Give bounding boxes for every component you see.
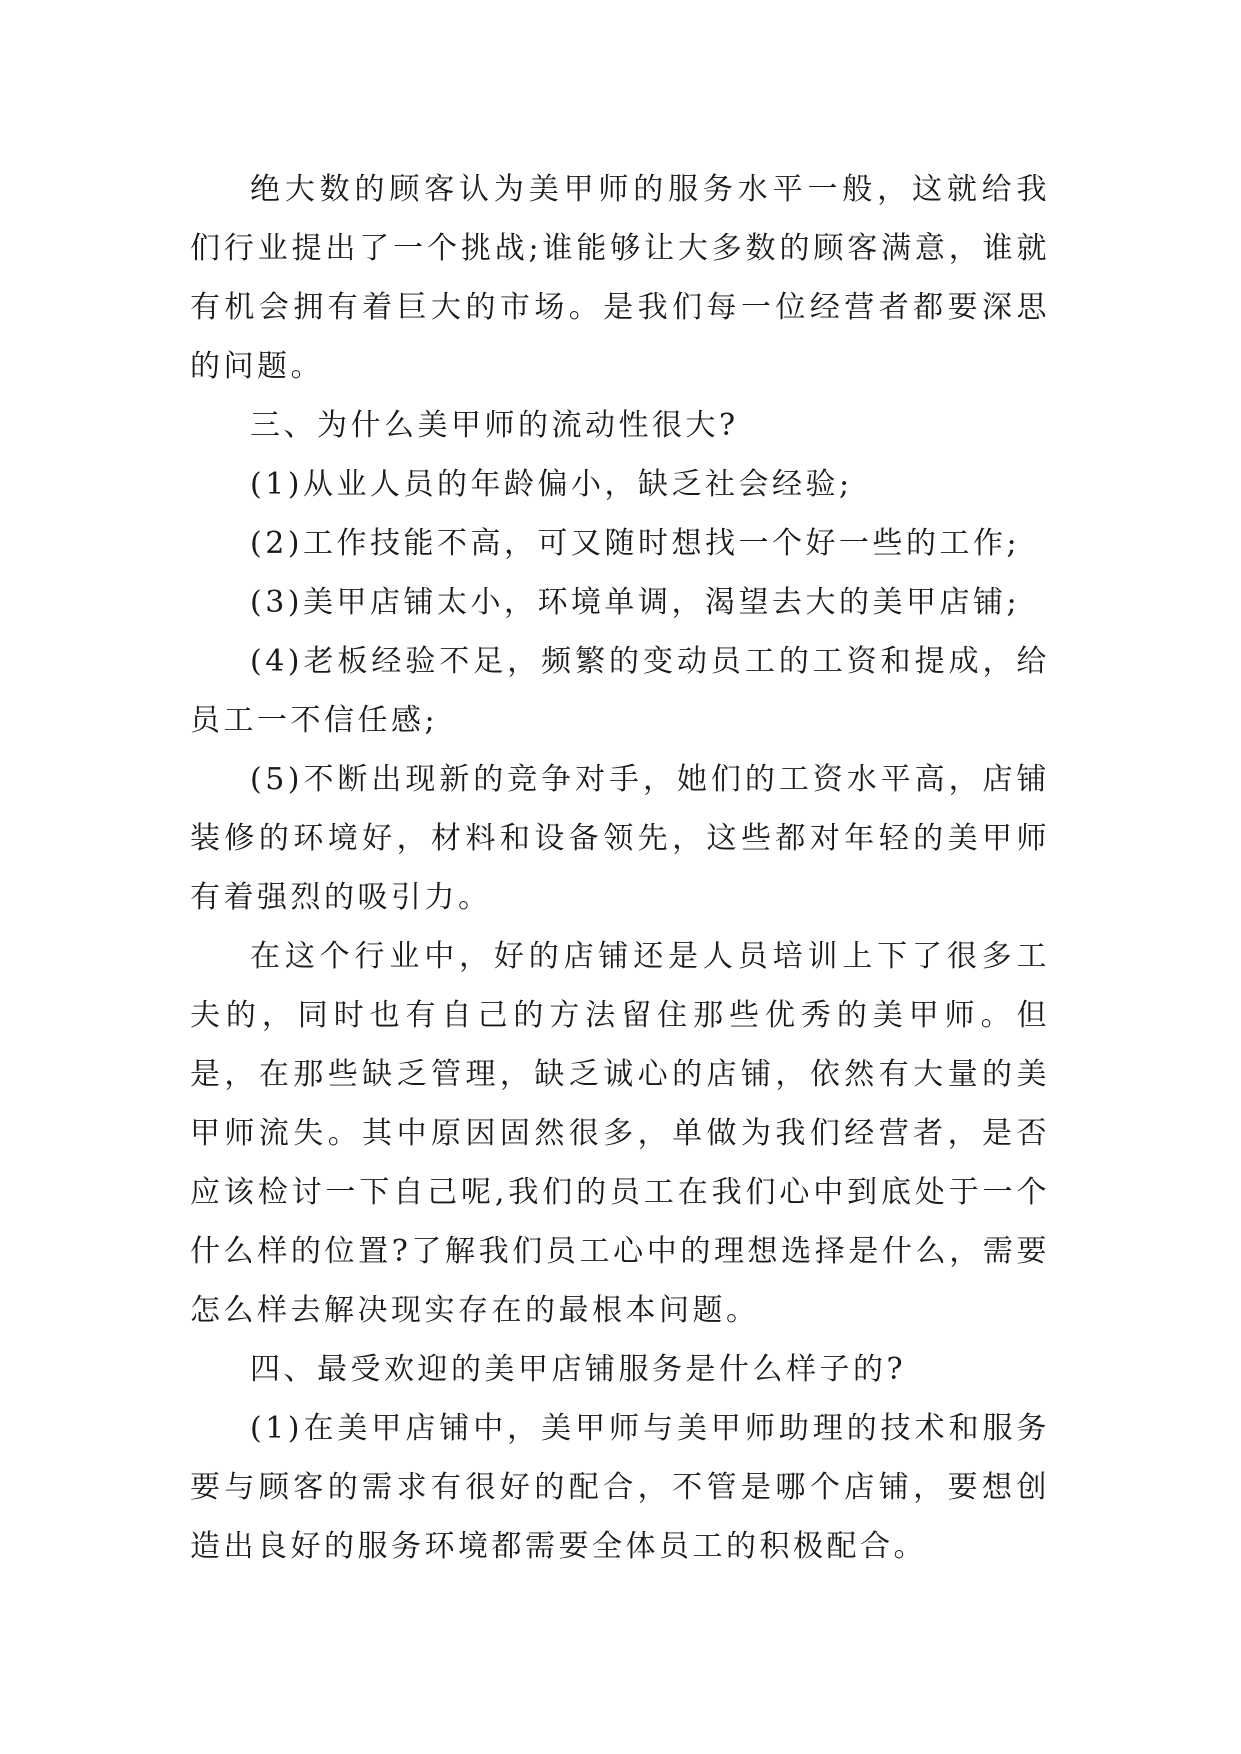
paragraph-customer-satisfaction: 绝大数的顾客认为美甲师的服务水平一般，这就给我们行业提出了一个挑战;谁能够让大多数的顾客满意，谁就有机会拥有着巨大的市场。是我们每一位经营者都要深思的问题。 <box>190 172 1050 384</box>
list-item-4: (4)老板经验不足，频繁的变动员工的工资和提成，给员工一不信任感; <box>190 644 1050 738</box>
list-item-2: (2)工作技能不高，可又随时想找一个好一些的工作; <box>250 526 1021 561</box>
list-item-1: (1)从业人员的年龄偏小，缺乏社会经验; <box>250 467 853 502</box>
list-item-cooperation: (1)在美甲店铺中，美甲师与美甲师助理的技术和服务要与顾客的需求有很好的配合，不管是哪个店铺，要想创造出良好的服务环境都需要全体员工的积极配合。 <box>190 1411 1050 1564</box>
document-body <box>190 160 1050 1576</box>
list-item-3: (3)美甲店铺太小，环境单调，渴望去大的美甲店铺; <box>250 585 1021 620</box>
section-heading-popular-service: 四、最受欢迎的美甲店铺服务是什么样子的? <box>250 1352 907 1387</box>
section-heading-turnover: 三、为什么美甲师的流动性很大? <box>250 408 739 443</box>
list-item-5: (5)不断出现新的竞争对手，她们的工资水平高，店铺装修的环境好，材料和设备领先，这些都对年轻的美甲师有着强烈的吸引力。 <box>190 762 1050 915</box>
paragraph-industry-retention: 在这个行业中，好的店铺还是人员培训上下了很多工夫的，同时也有自己的方法留住那些优秀的美甲师。但是，在那些缺乏管理，缺乏诚心的店铺，依然有大量的美甲师流失。其中原因固然很多，单做为我们经营者，是否应该检讨一下自己呢,我们的员工在我们心中到底处于一个什么样的位置?了解我们员工心中的理想选择是什么，需要怎么样去解决现实存在的最根本问题。 <box>190 939 1050 1328</box>
